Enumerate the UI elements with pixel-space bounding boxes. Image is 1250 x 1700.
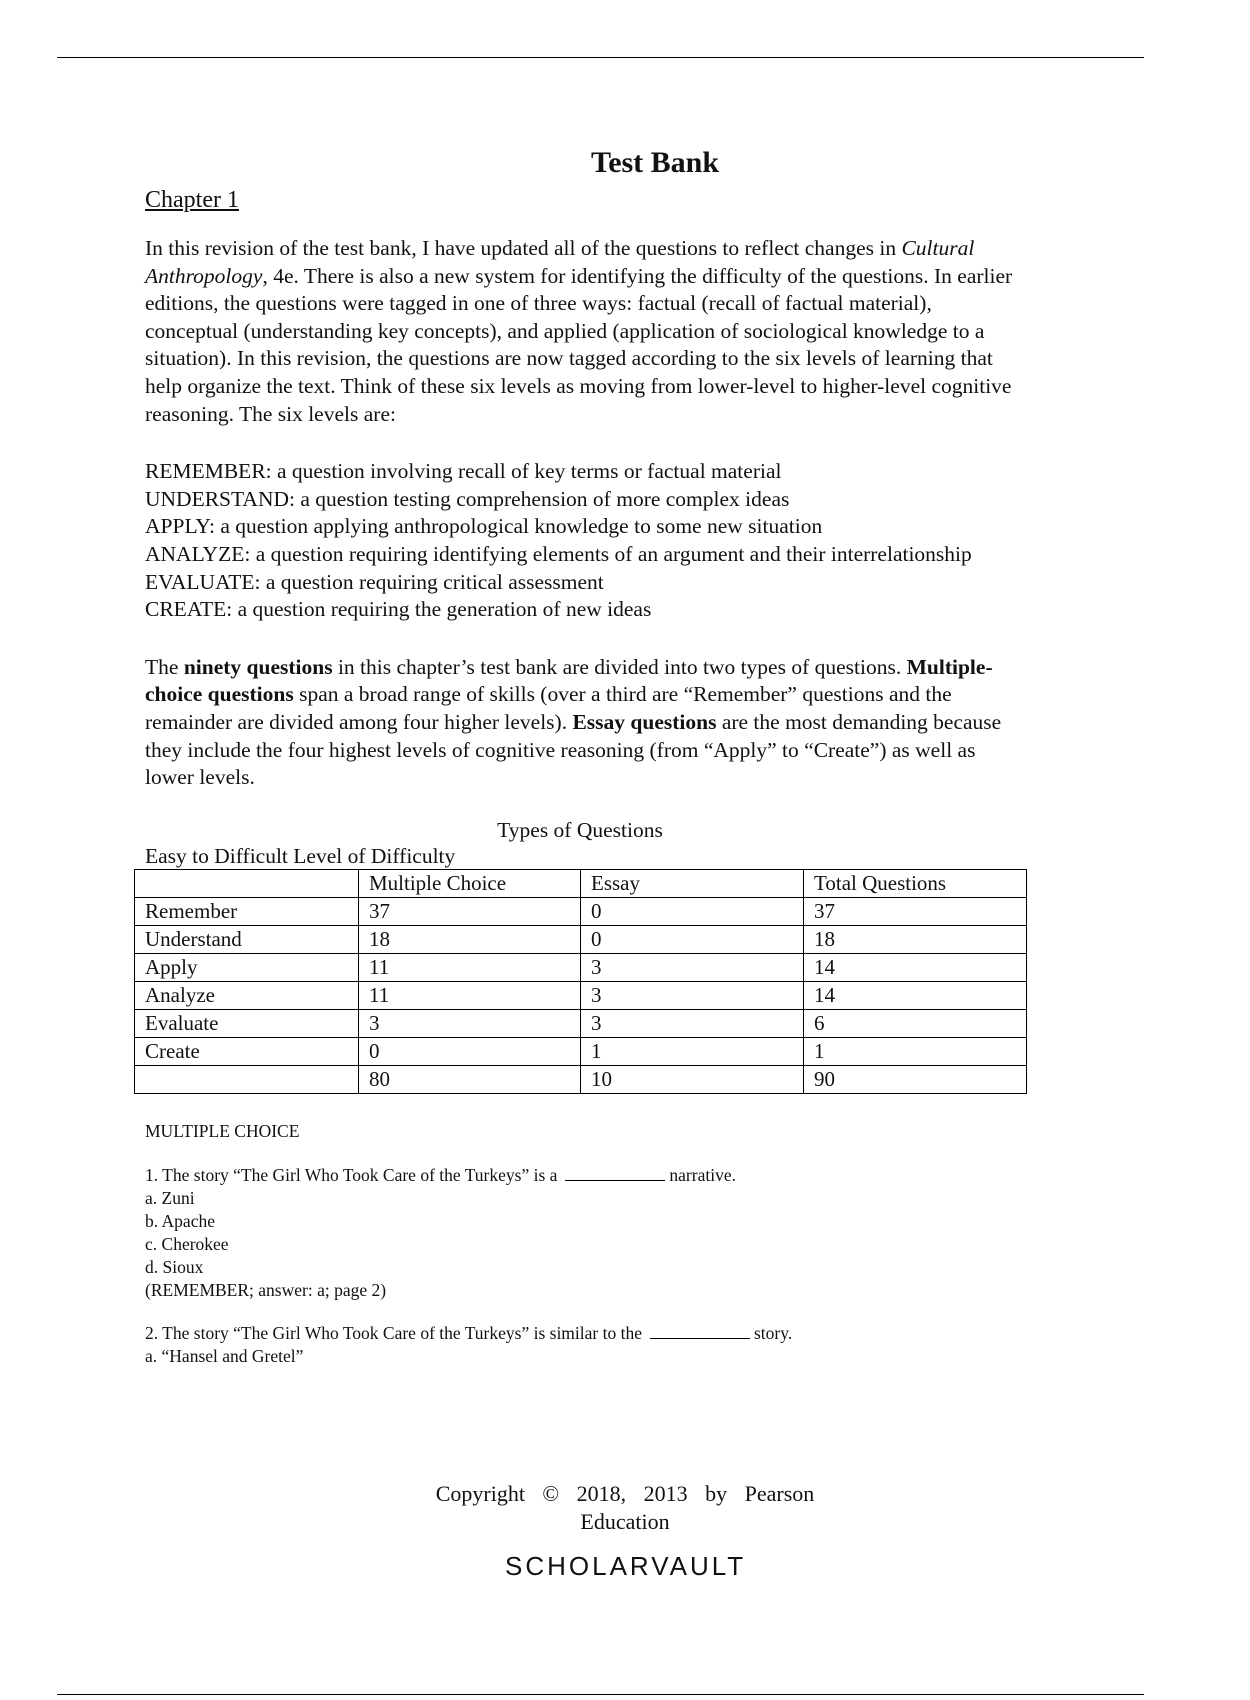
intro-paragraph [145,235,1015,428]
table-totals-row [135,1065,1027,1093]
page-content [145,145,1015,1368]
question-1-option-d: d. Sioux [145,1256,204,1277]
table-cell: 0 [581,897,804,925]
table-cell: Evaluate [135,1009,359,1037]
table-row [135,925,1027,953]
question-1-option-c: c. Cherokee [145,1233,229,1254]
book-title: Cultural Anthropology [145,236,975,288]
table-cell: 3 [581,1009,804,1037]
summary-text-4: are the most demanding because they include the four highest levels of cognitive reasoning (from “Apply” to “Create”) as well as lower levels. [145,709,1002,790]
multiple-choice-heading: MULTIPLE CHOICE [145,1120,300,1141]
level-understand: UNDERSTAND: a question testing comprehension of more complex ideas [145,486,790,511]
levels-list [145,458,1015,624]
table-cell: 6 [804,1009,1027,1037]
table-cell: 37 [359,897,581,925]
summary-bold-3: Essay questions [572,709,717,734]
table-row [135,1009,1027,1037]
table-header-cell: Multiple Choice [359,869,581,897]
level-remember: REMEMBER: a question involving recall of key terms or factual material [145,459,782,484]
summary-text-2: in this chapter’s test bank are divided into two types of questions. [332,654,907,679]
table-title: Types of Questions [497,817,663,842]
copyright-notice [0,1480,1250,1536]
intro-text-2: , 4e. There is also a new system for identifying the difficulty of the questions. In earlier editions, the questions were tagged in one of three ways: factual (recall of factual material), conceptual (understanding key concepts), and applied (application of sociological knowledge to a situation). In this revision, the questions are now tagged according to the six levels of learning that help organize the text. Think of these six levels as moving from lower-level to higher-level cognitive reasoning. The six levels are: [145,263,1013,426]
answer-blank [650,1324,750,1339]
question-2 [145,1322,1015,1368]
table-cell: 1 [581,1037,804,1065]
table-cell: 0 [359,1037,581,1065]
watermark-text: SCHOLARVAULT [505,1551,747,1581]
table-cell: 3 [581,953,804,981]
table-cell [135,1065,359,1093]
top-rule [57,57,1144,58]
table-cell: 11 [359,953,581,981]
question-1-stem-end: narrative. [669,1164,736,1185]
table-cell: 18 [359,925,581,953]
level-create: CREATE: a question requiring the generation of new ideas [145,597,652,622]
table-cell: 3 [359,1009,581,1037]
question-types-table [134,869,1027,1094]
table-cell: Apply [135,953,359,981]
table-row [135,981,1027,1009]
question-2-option-a: a. “Hansel and Gretel” [145,1345,304,1366]
question-1-option-b: b. Apache [145,1210,215,1231]
table-cell: 3 [581,981,804,1009]
copyright-line-1: Copyright © 2018, 2013 by Pearson [435,1481,815,1506]
question-1-stem [145,1164,1015,1187]
title-block [145,145,1015,181]
table-cell: 0 [581,925,804,953]
bottom-rule [57,1694,1144,1695]
summary-bold-2: Multiple-choice questions [145,654,993,707]
table-cell: 11 [359,981,581,1009]
table-cell: Create [135,1037,359,1065]
table-row [135,897,1027,925]
table-cell: Understand [135,925,359,953]
question-1-tag: (REMEMBER; answer: a; page 2) [145,1279,387,1300]
table-subtitle: Easy to Difficult Level of Difficulty [145,843,456,868]
question-2-stem-text: 2. The story “The Girl Who Took Care of the Turkeys” is similar to the [145,1322,642,1343]
question-1-stem-text: 1. The story “The Girl Who Took Care of the Turkeys” is a [145,1164,558,1185]
table-header-cell [135,869,359,897]
table-cell: 1 [804,1037,1027,1065]
watermark [505,1551,747,1581]
summary-text-3: span a broad range of skills (over a third are “Remember” questions and the remainder are divided among four higher levels). [145,682,952,734]
table-header-row [135,869,1027,897]
intro-text-1: In this revision of the test bank, I have updated all of the questions to reflect changes in [145,236,902,260]
question-1 [145,1164,1015,1302]
table-cell: 14 [804,953,1027,981]
table-cell: 10 [581,1065,804,1093]
table-cell: 14 [804,981,1027,1009]
summary-text-1: The [145,654,184,679]
table-cell: 90 [804,1065,1027,1093]
table-cell: 18 [804,925,1027,953]
table-row [135,1037,1027,1065]
table-header-cell: Total Questions [804,869,1027,897]
page-title: Test Bank [590,146,720,179]
table-cell: 37 [804,897,1027,925]
question-2-stem-end: story. [753,1322,793,1343]
table-row [135,953,1027,981]
table-cell: Remember [135,897,359,925]
table-header-cell: Essay [581,869,804,897]
level-analyze: ANALYZE: a question requiring identifying elements of an argument and their interrelationship [145,541,972,566]
copyright-line-2: Education [580,1509,670,1534]
table-cell: Analyze [135,981,359,1009]
summary-bold-1: ninety questions [183,654,333,679]
answer-blank [565,1166,665,1181]
table-cell: 80 [359,1065,581,1093]
question-1-option-a: a. Zuni [145,1187,195,1208]
summary-paragraph [145,654,1015,792]
chapter-heading: Chapter 1 [145,187,239,213]
level-evaluate: EVALUATE: a question requiring critical assessment [145,569,604,594]
question-2-stem [145,1322,1015,1345]
level-apply: APPLY: a question applying anthropological knowledge to some new situation [145,514,823,539]
